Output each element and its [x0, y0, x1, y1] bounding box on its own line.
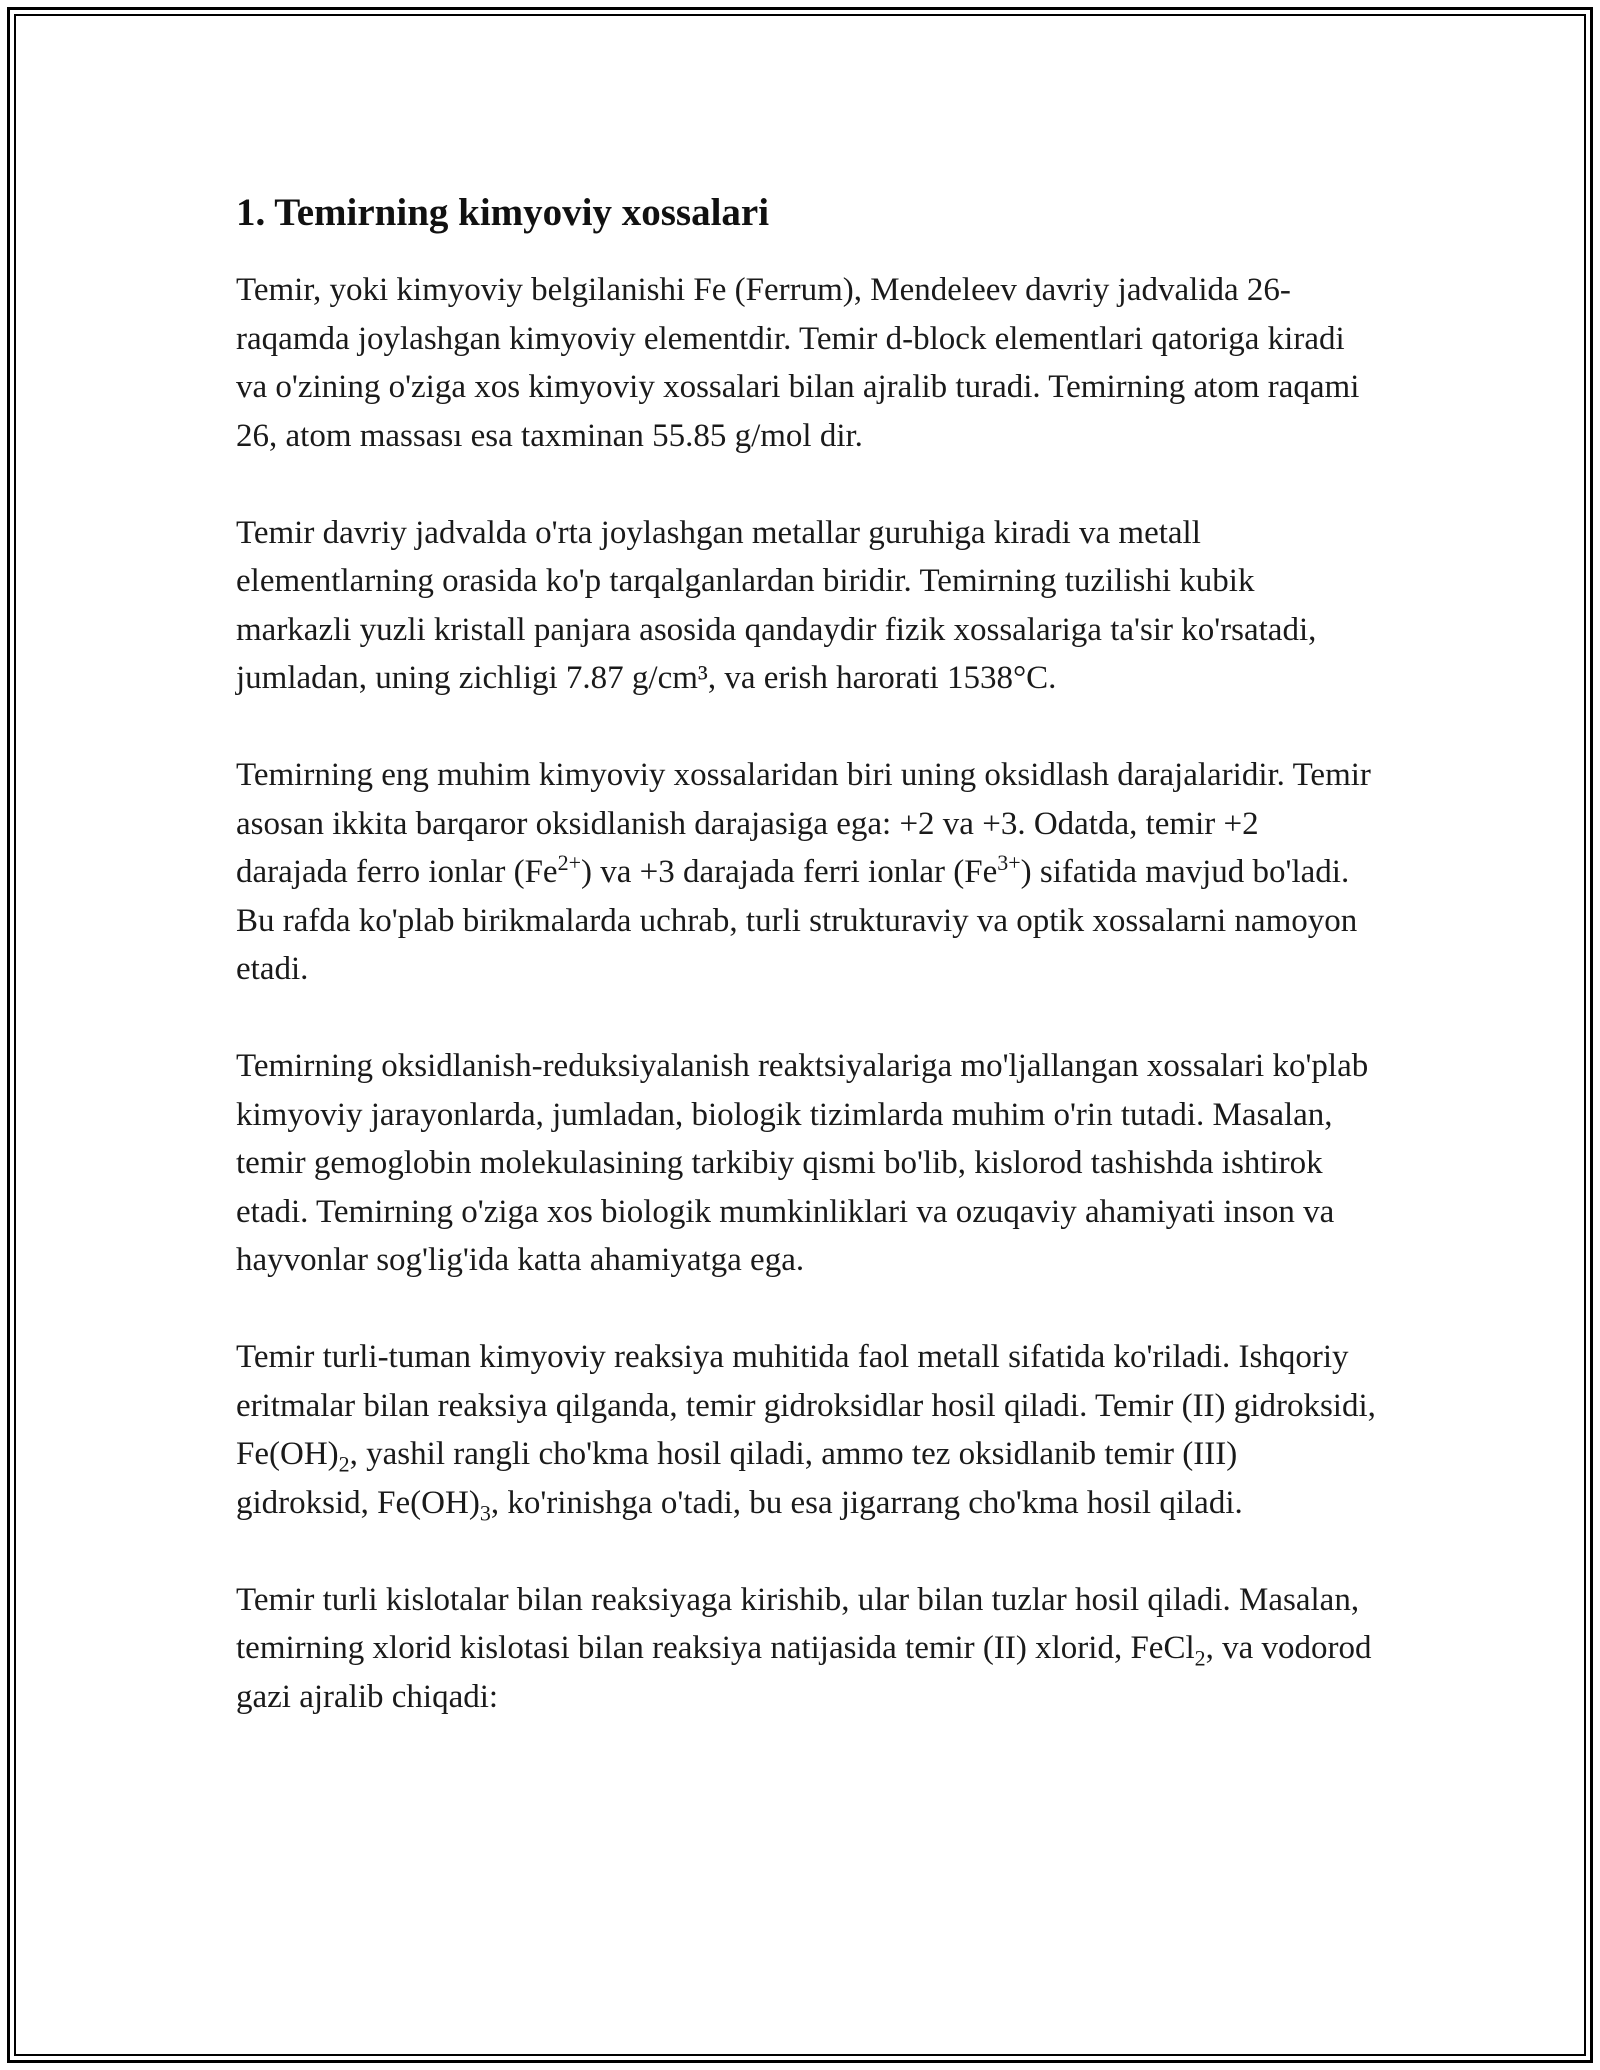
paragraph-6-text-b: , va vodorod gazi ajralib chiqadi:: [236, 1630, 1372, 1715]
paragraph-3-text-c: ) sifatida mavjud bo'ladi. Bu rafda ko'plab birikmalarda uchrab, turli strukturaviy va optik xossalarni namoyon etadi.: [236, 854, 1358, 987]
paragraph-6: [236, 1576, 1376, 1722]
subscript-2: 2: [1194, 1645, 1206, 1671]
document-body: [236, 184, 1376, 1770]
paragraph-5-text-a: Temir turli-tuman kimyoviy reaksiya muhitida faol metall sifatida ko'riladi. Ishqoriy eritmalar bilan reaksiya qilganda, temir gidroksidlar hosil qiladi. Temir (II) gidroksidi, Fe(OH): [236, 1339, 1376, 1472]
paragraph-4: Temirning oksidlanish-reduksiyalanish reaktsiyalariga mo'ljallangan xossalari ko'plab kimyoviy jarayonlarda, jumladan, biologik tizimlarda muhim o'rin tutadi. Masalan, temir gemoglobin molekulasining tarkibiy qismi bo'lib, kislorod tashishda ishtirok etadi. Temirning o'ziga xos biologik mumkinliklari va ozuqaviy ahamiyati inson va hayvonlar sog'lig'ida katta ahamiyatga ega.: [236, 1048, 1369, 1278]
paragraph-3: [236, 751, 1376, 994]
superscript-charge-3: 3+: [997, 850, 1021, 875]
subscript-2: 2: [338, 1451, 350, 1477]
paragraph-2: Temir davriy jadvalda o'rta joylashgan metallar guruhiga kiradi va metall elementlarning orasida ko'p tarqalganlardan biridir. Temirning tuzilishi kubik markazli yuzli kristall panjara asosida qandaydir fizik xossalariga ta'sir ko'rsatadi, jumladan, uning zichligi 7.87 g/cm³, va erish harorati 1538°C.: [236, 514, 1317, 696]
paragraph-5: [236, 1333, 1376, 1527]
paragraph-3-text-a: Temirning eng muhim kimyoviy xossalaridan biri uning oksidlash darajalaridir. Temir asosan ikkita barqaror oksidlanish darajasiga ega: +2 va +3. Odatda, temir +2 darajada ferro ionlar (Fe: [236, 757, 1371, 890]
subscript-3: 3: [479, 1500, 491, 1526]
paragraph-6-text-a: Temir turli kislotalar bilan reaksiyaga kirishib, ular bilan tuzlar hosil qiladi. Masalan, temirning xlorid kislotasi bilan reaksiya natijasida temir (II) xlorid, FeCl: [236, 1581, 1360, 1666]
section-heading: 1. Temirning kimyoviy xossalari: [236, 191, 770, 234]
paragraph-5-text-b: , yashil rangli cho'kma hosil qiladi, ammo tez oksidlanib temir (III) gidroksid, Fe(OH): [236, 1436, 1238, 1521]
paragraph-5-text-c: , ko'rinishga o'tadi, bu esa jigarrang cho'kma hosil qiladi.: [490, 1484, 1243, 1521]
superscript-charge-2: 2+: [557, 850, 581, 875]
paragraph-1: Temir, yoki kimyoviy belgilanishi Fe (Ferrum), Mendeleev davriy jadvalida 26-raqamda joylashgan kimyoviy elementdir. Temir d-block elementlari qatoriga kiradi va o'zining o'ziga xos kimyoviy xossalari bilan ajralib turadi. Temirning atom raqami 26, atom massası esa taxminan 55.85 g/mol dir.: [236, 272, 1360, 454]
paragraph-3-text-b: ) va +3 darajada ferri ionlar (Fe: [581, 854, 998, 890]
